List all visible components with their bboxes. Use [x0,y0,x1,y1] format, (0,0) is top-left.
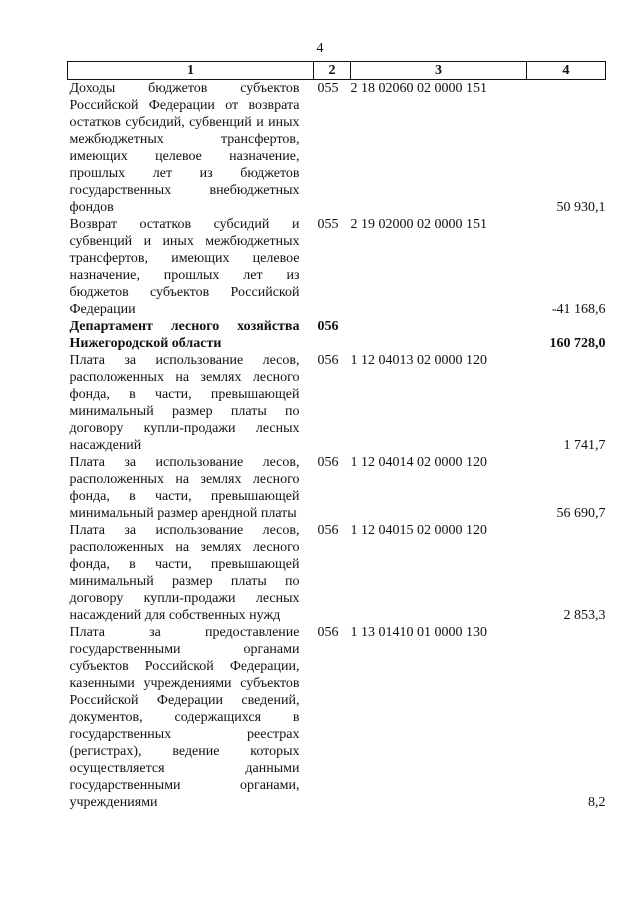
row-description: Плата за предоставление государственными органами субъектов Российской Федерации, казенными учреждениями субъектов Российской Федерации сведений, документов, содержащихся в государственных реестрах (регистрах), ведение которых осуществляется данными государственными органами, учреждениями [69,625,300,810]
row-description: Доходы бюджетов субъектов Российской Федерации от возврата остатков субсидий, субвенций и иных межбюджетных трансфертов, имеющих целевое назначение, прошлых лет из бюджетов государственных внебюджетных фондов [69,81,300,215]
column-header-2: 2 [314,62,351,80]
column-header-3: 3 [351,62,527,80]
row-description: Плата за использование лесов, расположенных на землях лесного фонда, в части, превышающей минимальный размер платы по договору купли-продажи лесных насаждений [69,353,300,453]
table-row [68,216,606,318]
budget-table [67,61,606,811]
row-kbk: 2 18 02060 02 0000 151 [350,81,487,96]
row-amount: 56 690,7 [556,506,606,521]
row-code: 055 [317,217,339,232]
row-kbk: 1 13 01410 01 0000 130 [350,625,487,640]
page-number: 4 [316,41,324,56]
row-code: 055 [317,81,339,96]
header-row [68,62,606,80]
table-row [68,624,606,811]
row-description: Плата за использование лесов, расположенных на землях лесного фонда, в части, превышающей минимальный размер платы по договору купли-продажи лесных насаждений для собственных нужд [69,523,300,623]
table-row [68,352,606,454]
table-row [68,454,606,522]
table-row [68,522,606,624]
row-amount: 160 728,0 [549,336,606,351]
row-description: Плата за использование лесов, расположенных на землях лесного фонда, в части, превышающей минимальный размер арендной платы [69,455,300,521]
row-code: 056 [317,455,339,470]
row-description: Возврат остатков субсидий и субвенций и иных межбюджетных трансфертов, имеющих целевое назначение, прошлых лет из бюджетов субъектов Российской Федерации [69,217,300,317]
row-code: 056 [317,319,339,334]
table-row [68,318,606,352]
row-description: Департамент лесного хозяйства Нижегородской области [69,319,300,351]
row-code: 056 [317,625,339,640]
column-header-1: 1 [68,62,314,80]
table-row [68,80,606,217]
row-kbk: 2 19 02000 02 0000 151 [350,217,487,232]
row-amount: -41 168,6 [551,302,606,317]
row-amount: 8,2 [588,795,606,810]
row-amount: 50 930,1 [556,200,606,215]
row-code: 056 [317,523,339,538]
column-header-4: 4 [527,62,606,80]
row-amount: 1 741,7 [563,438,606,453]
row-code: 056 [317,353,339,368]
row-kbk: 1 12 04015 02 0000 120 [350,523,487,538]
row-kbk: 1 12 04014 02 0000 120 [350,455,487,470]
row-kbk [351,318,527,352]
row-kbk: 1 12 04013 02 0000 120 [350,353,487,368]
row-amount: 2 853,3 [563,608,606,623]
